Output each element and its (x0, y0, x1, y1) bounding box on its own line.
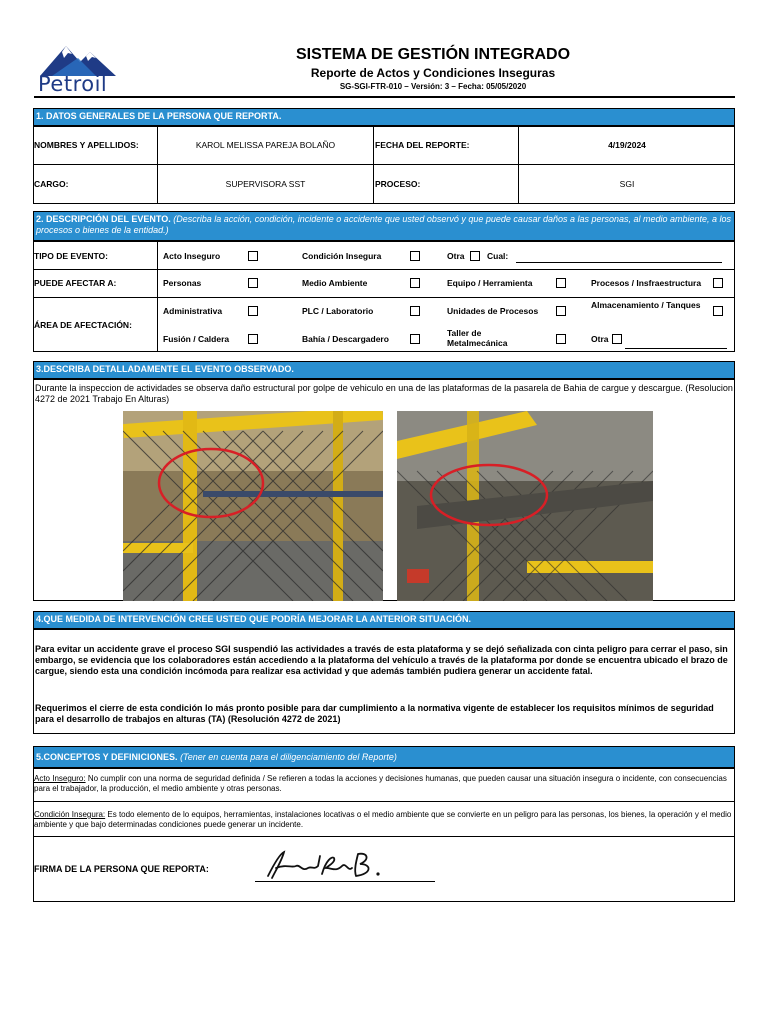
administrativa-label: Administrativa (163, 306, 223, 316)
handwritten-signature-icon (262, 846, 392, 882)
section3-header (33, 361, 735, 379)
procesos-checkbox[interactable] (713, 278, 723, 288)
cargo-label: CARGO: (34, 179, 69, 189)
unidades-label: Unidades de Procesos (447, 306, 539, 316)
medio-ambiente-label: Medio Ambiente (302, 278, 368, 288)
fusion-checkbox[interactable] (248, 334, 258, 344)
document-subtitle: Reporte de Actos y Condiciones Inseguras (310, 66, 556, 80)
proceso-value: SGI (619, 179, 635, 189)
unidades-checkbox[interactable] (556, 306, 566, 316)
event-description: Durante la inspeccion de actividades se observa daño estructural por golpe de vehiculo en una de las plataformas de la pasarela de Bahia de cargue y descargue. (Resolucion 4272 de 2021 Trabajo En Alturas) (35, 383, 733, 404)
personas-label: Personas (163, 278, 202, 288)
date-value: 4/19/2024 (608, 140, 646, 150)
administrativa-checkbox[interactable] (248, 306, 258, 316)
otra2-checkbox[interactable] (612, 334, 622, 344)
otra-label: Otra (447, 251, 465, 261)
section1-table (33, 126, 735, 204)
equipo-checkbox[interactable] (556, 278, 566, 288)
plc-checkbox[interactable] (410, 306, 420, 316)
section2-header (33, 211, 735, 241)
fusion-label: Fusión / Caldera (163, 334, 230, 344)
acto-inseguro-term: Acto Inseguro: (34, 774, 86, 783)
section5-header (33, 746, 735, 768)
almacenamiento-checkbox[interactable] (713, 306, 723, 316)
signature-line (255, 881, 435, 882)
medio-ambiente-checkbox[interactable] (410, 278, 420, 288)
area-label: ÁREA DE AFECTACIÓN: (34, 320, 132, 330)
section1-title: 1. DATOS GENERALES DE LA PERSONA QUE REPORTA. (36, 111, 282, 121)
equipo-label: Equipo / Herramienta (447, 278, 533, 288)
document-code: SG-SGI-FTR-010 – Versión: 3 – Fecha: 05/05/2020 (339, 82, 527, 91)
section4-header (33, 611, 735, 629)
section1-header (33, 108, 735, 126)
intervention-paragraph-2: Requerimos el cierre de esta condición lo más pronto posible para dar cumplimiento a la normativa vigente de establecer los requisitos mínimos de seguridad para el desarrollo de trabajos en alturas (TA) (Resolución 4272 de 2021) (35, 703, 714, 724)
procesos-label: Procesos / Insfraestructura (591, 278, 702, 288)
plc-label: PLC / Laboratorio (302, 306, 374, 316)
cual-input-line[interactable] (516, 262, 722, 263)
personas-checkbox[interactable] (248, 278, 258, 288)
event-photo-2 (397, 411, 653, 601)
section5-note: (Tener en cuenta para el diligenciamiento del Reporte) (180, 752, 397, 762)
company-logo (36, 38, 128, 96)
acto-inseguro-definition (34, 774, 734, 794)
header-rule (34, 96, 735, 98)
condicion-insegura-term: Condición Insegura: (34, 810, 106, 819)
condicion-insegura-checkbox[interactable] (410, 251, 420, 261)
afectar-label: PUEDE AFECTAR A: (34, 278, 117, 288)
almacenamiento-label: Almacenamiento / Tanques (591, 300, 701, 310)
taller-checkbox[interactable] (556, 334, 566, 344)
cargo-value: SUPERVISORA SST (225, 179, 306, 189)
event-photo-1 (123, 411, 383, 601)
proceso-label: PROCESO: (375, 179, 421, 189)
section4-title: 4.QUE MEDIDA DE INTERVENCIÓN CREE USTED QUE PODRÍA MEJORAR LA ANTERIOR SITUACIÓN. (36, 614, 472, 624)
intervention-paragraph-1: Para evitar un accidente grave el proceso SGI suspendió las actividades a través de esta plataforma y se dejó señalizada con cinta peligro para cerrar el paso, sin embargo, se evidencia que los colaboradores están accediendo a la plataforma del vehículo a través de la plataforma por donde se encuentra ubicado el brazo de cargue, siendo esta una condición incómoda para realizar esa actividad y que además también pudiera generar un accidente fatal. (35, 644, 728, 676)
bahia-label: Bahía / Descargadero (302, 334, 389, 344)
condicion-insegura-definition (34, 810, 734, 830)
bahia-checkbox[interactable] (410, 334, 420, 344)
acto-inseguro-text: No cumplir con una norma de seguridad definida / Se refieren a todas la acciones y decisiones humanas, que pueden causar una situación insegura o incidente, con consecuencias para el trabajador, la producción, el medio ambiente y otras personas. (34, 774, 727, 793)
otra2-label: Otra (591, 334, 609, 344)
acto-inseguro-checkbox[interactable] (248, 251, 258, 261)
document-title: SISTEMA DE GESTIÓN INTEGRADO (295, 46, 571, 63)
otra-checkbox[interactable] (470, 251, 480, 261)
section3-title: 3.DESCRIBA DETALLADAMENTE EL EVENTO OBSERVADO. (36, 364, 294, 374)
section5-title: 5.CONCEPTOS Y DEFINICIONES. (36, 752, 178, 762)
logo-wordmark: Petroil (38, 72, 108, 96)
signature-label: FIRMA DE LA PERSONA QUE REPORTA: (34, 864, 209, 874)
taller-label: Taller de Metalmecánica (447, 328, 508, 348)
section2-title: 2. DESCRIPCIÓN DEL EVENTO. (36, 214, 171, 224)
cual-label: Cual: (487, 251, 509, 261)
otra2-input-line[interactable] (625, 348, 727, 349)
tipo-evento-label: TIPO DE EVENTO: (34, 251, 108, 261)
section2-note: (Describa la acción, condición, incidente o accidente que usted observó y que puede causar daños a las personas, al medio ambiente, a los procesos o bienes de la entidad.) (36, 214, 732, 235)
acto-inseguro-label: Acto Inseguro (163, 251, 221, 261)
name-label: NOMBRES Y APELLIDOS: (34, 140, 139, 150)
name-value: KAROL MELISSA PAREJA BOLAÑO (195, 140, 336, 150)
condicion-insegura-text: Es todo elemento de lo equipos, herramientas, instalaciones locativas o el medio ambiente que se convierte en un peligro para las personas, los bienes, la operación y el medio ambiente y que bajo determinadas condiciones puede generar un incidente. (34, 810, 732, 829)
date-label: FECHA DEL REPORTE: (375, 140, 470, 150)
condicion-insegura-label: Condición Insegura (302, 251, 382, 261)
